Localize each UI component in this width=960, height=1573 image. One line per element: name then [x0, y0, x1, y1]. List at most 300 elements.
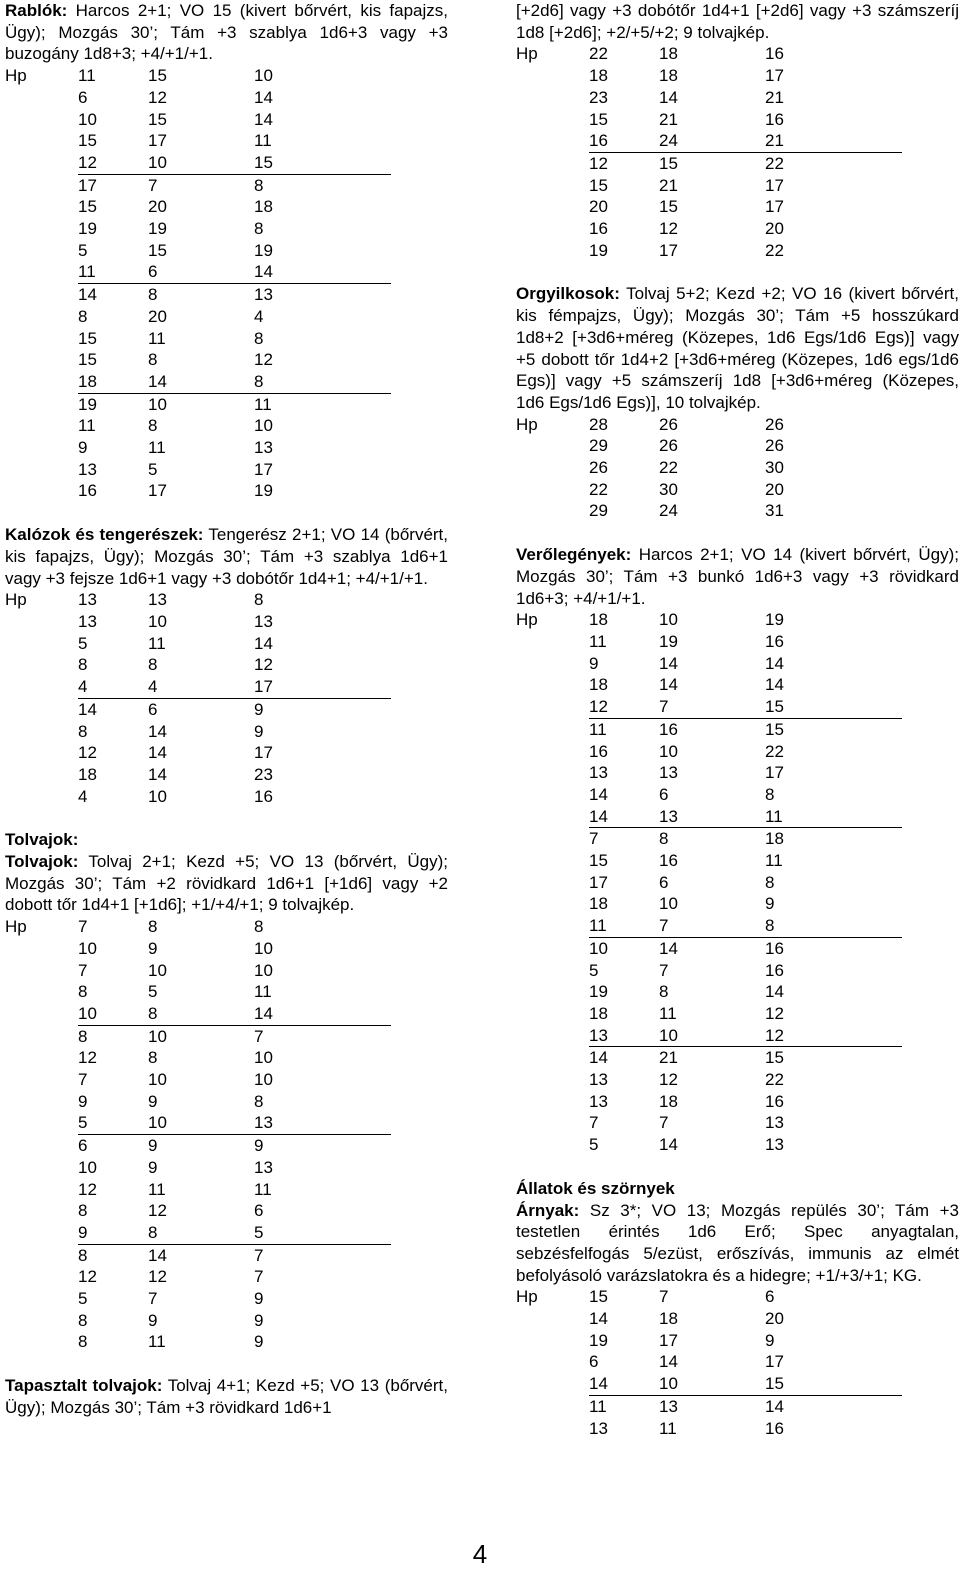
hp-value: 18 — [589, 1003, 608, 1023]
hp-value: 18 — [659, 1091, 678, 1111]
hp-value: 17 — [659, 240, 678, 260]
hp-label-empty — [516, 1025, 589, 1047]
hp-label-empty — [5, 1179, 78, 1201]
right-column — [516, 0, 959, 1439]
hp-label-empty — [516, 1330, 589, 1352]
hit-points-row — [516, 741, 902, 763]
hit-points-row — [516, 479, 902, 501]
hit-points-row — [5, 1331, 391, 1353]
hp-value: 9 — [78, 1091, 88, 1111]
hp-value: 9 — [254, 1332, 264, 1352]
hp-value: 11 — [78, 66, 96, 86]
hit-points-row — [5, 480, 391, 502]
hp-value: 15 — [589, 175, 608, 195]
hp-value: 13 — [589, 1025, 659, 1047]
spacer — [516, 1156, 959, 1178]
hp-value: 8 — [254, 1091, 264, 1111]
hp-value: 18 — [659, 66, 678, 86]
hp-label-empty — [5, 764, 78, 786]
hp-label-empty — [516, 741, 589, 763]
hp-label-empty — [516, 500, 589, 522]
hp-value: 14 — [254, 109, 273, 129]
hp-value: 19 — [254, 481, 273, 501]
hp-label-empty — [516, 872, 589, 894]
hit-points-row — [5, 349, 391, 371]
hp-value: 9 — [148, 938, 158, 958]
hp-value: 11 — [148, 438, 166, 458]
hp-value: 14 — [78, 699, 97, 719]
hp-value: 7 — [589, 829, 599, 849]
hp-label: Hp — [516, 44, 538, 64]
hit-points-row — [516, 937, 902, 959]
hp-value: 15 — [659, 153, 678, 173]
hp-value: 22 — [765, 1070, 784, 1090]
hit-points-row — [516, 500, 902, 522]
hp-value: 10 — [254, 416, 273, 436]
hp-value: 11 — [589, 631, 607, 651]
hit-points-row — [516, 893, 902, 915]
hp-value: 8 — [254, 219, 264, 239]
hp-value: 10 — [659, 741, 678, 761]
hp-label-empty — [5, 1025, 78, 1047]
hp-value: 17 — [254, 459, 273, 479]
hp-label-empty — [516, 1003, 589, 1025]
hp-label-empty — [5, 698, 78, 720]
hp-label-empty — [5, 328, 78, 350]
hp-label: Hp — [5, 66, 27, 86]
hp-value: 10 — [254, 1070, 273, 1090]
hp-value: 18 — [659, 44, 678, 64]
stat-block-body: Tengerész 2+1; VO 14 (bőrvért, kis fapajzs, Ügy); Mozgás 30’; Tám +3 szablya 1d6+1 vagy +3 fejsze 1d6+1 vagy +3 dobótőr 1d4+1; +4/+1/+1. — [5, 525, 449, 588]
hp-value: 17 — [765, 175, 784, 195]
hit-points-row — [516, 196, 902, 218]
stat-block-body: Harcos 2+1; VO 14 (kivert bőrvért, Ügy); Mozgás 30’; Tám +3 bunkó 1d6+3 vagy +3 rövidkard 1d6+3; +4/+1/+1. — [516, 545, 959, 608]
hp-value: 5 — [148, 459, 158, 479]
hit-points-row — [516, 1395, 902, 1417]
hp-label-empty — [5, 480, 78, 502]
hit-points-row — [5, 1091, 391, 1113]
hp-label-empty — [516, 893, 589, 915]
hit-points-row — [5, 938, 391, 960]
hp-value: 14 — [659, 87, 678, 107]
hp-value: 24 — [659, 130, 765, 152]
hp-value: 14 — [589, 1309, 608, 1329]
stat-block-body: Tolvaj 5+2; Kezd +2; VO 16 (kivert bőrvért, kis fémpajzs, Ügy); Mozgás 30’; Tám +5 hosszúkard 1d8+2 [+3d6+méreg (Közepes, 1d6 Egs/1d6 Egs)] vagy +5 dobott tőr 1d4+2 [+3d6+méreg (Közepes, 1d6 egs/1d6 Egs)] vagy +5 számszeríj 1d8 [+3d6+méreg (Közepes, 1d6 Egs/1d6 Egs)], 10 tolvajkép. — [516, 284, 959, 412]
hp-value: 20 — [148, 197, 167, 217]
hp-value: 15 — [148, 109, 167, 129]
hp-value: 4 — [78, 676, 148, 698]
hit-points-row — [5, 916, 391, 938]
hp-label-empty — [5, 306, 78, 328]
hp-value: 15 — [589, 1287, 608, 1307]
hp-label-empty — [5, 1069, 78, 1091]
hp-value: 8 — [254, 371, 391, 393]
hp-label: Hp — [516, 414, 538, 434]
hp-value: 9 — [148, 1310, 158, 1330]
hit-points-row — [5, 633, 391, 655]
hit-points-row — [516, 1418, 902, 1440]
hp-label-empty — [516, 65, 589, 87]
stat-block-text — [516, 0, 959, 43]
hp-value: 10 — [78, 109, 97, 129]
hp-value: 15 — [589, 109, 608, 129]
hp-value: 20 — [148, 306, 167, 326]
hp-label-empty — [5, 196, 78, 218]
hp-value: 5 — [589, 960, 599, 980]
hp-value: 13 — [589, 763, 608, 783]
hp-value: 8 — [78, 1245, 88, 1265]
hp-value: 15 — [78, 197, 97, 217]
hp-label-empty — [5, 459, 78, 481]
hp-value: 7 — [659, 1113, 669, 1133]
hp-label-empty — [516, 960, 589, 982]
hit-points-row — [5, 328, 391, 350]
hp-value: 16 — [659, 851, 678, 871]
hp-label-empty — [516, 1395, 589, 1417]
hp-value: 20 — [765, 479, 784, 499]
hp-value: 14 — [659, 938, 678, 958]
hit-points-row — [5, 654, 391, 676]
hit-points-row — [5, 65, 391, 87]
hit-points-row — [516, 1025, 902, 1047]
hp-value: 18 — [589, 894, 608, 914]
stat-block-name: Tapasztalt tolvajok: — [5, 1376, 163, 1396]
hp-value: 12 — [78, 743, 97, 763]
hit-points-row — [5, 676, 391, 698]
hit-points-row — [516, 828, 902, 850]
hp-value: 22 — [589, 44, 608, 64]
hp-value: 6 — [148, 699, 158, 719]
hp-value: 10 — [254, 938, 273, 958]
hp-label-empty — [516, 109, 589, 131]
hp-label-empty — [5, 786, 78, 808]
hp-value: 12 — [589, 153, 608, 173]
hp-value: 9 — [254, 1136, 264, 1156]
hit-points-row — [516, 87, 902, 109]
hp-value: 12 — [148, 87, 167, 107]
hp-value: 23 — [589, 87, 608, 107]
hp-value: 11 — [589, 1396, 607, 1416]
hp-value: 26 — [659, 436, 678, 456]
hp-value: 8 — [765, 872, 775, 892]
hp-value: 8 — [148, 416, 158, 436]
hit-points-row — [516, 43, 902, 65]
hp-value: 8 — [78, 655, 88, 675]
hp-label-empty — [516, 218, 589, 240]
left-column — [5, 0, 448, 1419]
hp-value: 9 — [148, 1136, 158, 1156]
hp-value: 7 — [659, 696, 765, 718]
hp-value: 7 — [148, 1289, 158, 1309]
hp-value: 16 — [78, 481, 97, 501]
hp-value: 16 — [765, 1091, 784, 1111]
hp-value: 13 — [78, 459, 97, 479]
hp-value: 22 — [589, 479, 608, 499]
hp-value: 24 — [659, 501, 678, 521]
hp-value: 18 — [765, 829, 784, 849]
hp-value: 8 — [254, 328, 264, 348]
hit-points-row — [5, 306, 391, 328]
hp-value: 26 — [589, 458, 608, 478]
hit-points-row — [516, 718, 902, 740]
hp-value: 29 — [589, 436, 608, 456]
hp-label-empty — [516, 1091, 589, 1113]
hp-value: 21 — [659, 109, 678, 129]
hp-label-empty — [516, 1112, 589, 1134]
hit-points-row — [5, 371, 391, 393]
hp-value: 10 — [659, 894, 678, 914]
hp-value: 14 — [659, 675, 678, 695]
hp-label-empty — [5, 1200, 78, 1222]
hp-value: 11 — [254, 131, 272, 151]
hp-value: 12 — [254, 655, 273, 675]
hit-points-row — [516, 218, 902, 240]
hit-points-row — [5, 1025, 391, 1047]
hp-value: 7 — [659, 960, 669, 980]
hp-value: 14 — [765, 653, 784, 673]
hp-value: 12 — [148, 1267, 167, 1287]
hp-value: 10 — [254, 1048, 273, 1068]
hp-value: 18 — [659, 1309, 678, 1329]
hit-points-row — [5, 611, 391, 633]
hp-value: 16 — [589, 130, 659, 152]
hp-label-empty — [5, 393, 78, 415]
hp-value: 5 — [78, 633, 88, 653]
hp-value: 14 — [254, 87, 273, 107]
hp-value: 7 — [78, 917, 88, 937]
hp-value: 15 — [148, 66, 167, 86]
stat-block-body: Sz 3*; VO 13; Mozgás repülés 30’; Tám +3 testetlen érintés 1d6 Erő; Spec anyagtalan, sebzésfelfogás 5/ezüst, erőszívás, immunis az elmét befolyásoló varázslatokra és a hidegre; +1/+3/+1; KG. — [516, 1200, 959, 1285]
hp-value: 17 — [78, 175, 97, 195]
hp-label-empty — [5, 130, 78, 152]
hp-value: 10 — [589, 938, 608, 958]
hit-points-table — [5, 589, 391, 807]
hit-points-row — [516, 109, 902, 131]
hp-label-empty — [516, 1373, 589, 1395]
hp-value: 8 — [148, 1048, 158, 1068]
hit-points-row — [5, 1222, 391, 1244]
hp-value: 8 — [78, 306, 88, 326]
hp-label-empty — [5, 218, 78, 240]
hit-points-table — [516, 414, 902, 523]
hp-value: 11 — [589, 915, 659, 937]
hp-value: 16 — [589, 219, 608, 239]
hp-value: 19 — [659, 631, 678, 651]
hp-label-empty — [5, 371, 78, 393]
hp-value: 15 — [78, 131, 97, 151]
hit-points-row — [5, 764, 391, 786]
hp-value: 10 — [148, 1070, 167, 1090]
hp-value: 16 — [589, 741, 608, 761]
hp-label-empty — [516, 152, 589, 174]
hp-value: 12 — [765, 1025, 902, 1047]
hp-value: 15 — [78, 350, 97, 370]
hit-points-row — [516, 65, 902, 87]
hp-value: 17 — [659, 1330, 678, 1350]
hit-points-row — [5, 109, 391, 131]
hp-label-empty — [516, 1134, 589, 1156]
hp-value: 11 — [589, 719, 607, 739]
hp-value: 16 — [765, 44, 784, 64]
hp-value: 19 — [589, 982, 608, 1002]
hp-value: 6 — [659, 872, 669, 892]
hp-value: 28 — [589, 414, 608, 434]
hit-points-row — [5, 393, 391, 415]
hit-points-row — [5, 1200, 391, 1222]
hit-points-row — [5, 1244, 391, 1266]
hp-value: 21 — [765, 87, 784, 107]
hp-value: 13 — [254, 1112, 391, 1134]
stat-block-body: [+2d6] vagy +3 dobótőr 1d4+1 [+2d6] vagy +3 számszeríj 1d8 [+2d6]; +2/+5/+2; 9 tolvajkép. — [516, 1, 959, 42]
hp-value: 18 — [254, 197, 273, 217]
hp-value: 15 — [589, 851, 608, 871]
hp-label-empty — [516, 479, 589, 501]
hp-label-empty — [516, 762, 589, 784]
hit-points-row — [5, 981, 391, 1003]
hp-value: 10 — [254, 960, 273, 980]
hp-value: 18 — [589, 610, 608, 630]
stat-block-text — [516, 544, 959, 609]
hp-label-empty — [516, 784, 589, 806]
stat-block-text — [516, 1200, 959, 1287]
hp-label-empty — [5, 240, 78, 262]
hp-value: 11 — [254, 394, 272, 414]
hp-value: 8 — [78, 1201, 88, 1221]
hp-label-empty — [5, 938, 78, 960]
hp-value: 18 — [589, 66, 608, 86]
hp-value: 10 — [148, 786, 167, 806]
hp-value: 8 — [254, 175, 264, 195]
hp-value: 13 — [148, 590, 167, 610]
spacer — [5, 502, 448, 524]
hp-value: 21 — [659, 1048, 678, 1068]
hp-value: 14 — [589, 1048, 608, 1068]
stat-block-text — [5, 0, 448, 65]
hp-label-empty — [516, 1351, 589, 1373]
hp-value: 10 — [659, 610, 678, 630]
hp-value: 8 — [148, 285, 158, 305]
hp-value: 19 — [148, 219, 167, 239]
hp-value: 8 — [765, 784, 775, 804]
section-heading: Tolvajok: — [5, 830, 79, 850]
spacer — [5, 1353, 448, 1375]
stat-block-text — [5, 524, 448, 589]
hp-label-empty — [5, 1003, 78, 1025]
spacer — [516, 261, 959, 283]
hp-value: 31 — [765, 501, 784, 521]
hp-label-empty — [5, 174, 78, 196]
hit-points-row — [5, 284, 391, 306]
hp-value: 11 — [78, 416, 96, 436]
hp-label-empty — [5, 1288, 78, 1310]
hp-value: 7 — [78, 960, 88, 980]
hit-points-row — [5, 437, 391, 459]
hp-value: 9 — [765, 894, 775, 914]
hp-value: 11 — [765, 806, 902, 828]
hp-value: 12 — [78, 1179, 97, 1199]
hit-points-row — [516, 130, 902, 152]
hp-value: 13 — [589, 1418, 608, 1438]
hp-value: 11 — [659, 1418, 677, 1438]
hit-points-row — [516, 1286, 902, 1308]
stat-block-text — [5, 1375, 448, 1418]
hp-value: 6 — [148, 261, 254, 283]
hit-points-row — [5, 1135, 391, 1157]
hp-value: 11 — [148, 1179, 166, 1199]
hp-value: 10 — [148, 1112, 254, 1134]
hit-points-row — [5, 152, 391, 174]
hp-label-empty — [516, 937, 589, 959]
hp-value: 8 — [148, 350, 158, 370]
hp-value: 8 — [659, 982, 669, 1002]
hp-value: 10 — [78, 938, 97, 958]
hit-points-row — [5, 698, 391, 720]
hp-value: 19 — [78, 394, 97, 414]
hit-points-row — [5, 240, 391, 262]
hit-points-row — [5, 1288, 391, 1310]
hp-value: 13 — [254, 438, 273, 458]
hit-points-row — [516, 1134, 902, 1156]
hp-label-empty — [516, 674, 589, 696]
hit-points-row — [516, 806, 902, 828]
stat-block-name: Verőlegények: — [516, 545, 632, 565]
hp-value: 8 — [148, 917, 158, 937]
hp-value: 7 — [659, 1287, 669, 1307]
hp-value: 12 — [78, 1048, 97, 1068]
hp-value: 11 — [148, 328, 166, 348]
hp-value: 14 — [589, 784, 608, 804]
hp-label-empty — [516, 631, 589, 653]
hp-label-empty — [5, 109, 78, 131]
hp-label-empty — [516, 240, 589, 262]
hp-value: 14 — [765, 675, 784, 695]
hit-points-row — [516, 1351, 902, 1373]
hp-value: 9 — [78, 1222, 148, 1244]
hp-label: Hp — [516, 1287, 538, 1307]
hp-label-empty — [516, 130, 589, 152]
hp-value: 19 — [765, 610, 784, 630]
hp-value: 29 — [589, 501, 608, 521]
hp-value: 17 — [254, 743, 273, 763]
hp-label-empty — [5, 721, 78, 743]
hit-points-row — [516, 414, 902, 436]
hit-points-row — [516, 872, 902, 894]
hp-label-empty — [5, 960, 78, 982]
hp-label-empty — [516, 1047, 589, 1069]
hp-label-empty — [5, 87, 78, 109]
hit-points-row — [5, 1266, 391, 1288]
hp-value: 13 — [765, 1135, 784, 1155]
hit-points-row — [516, 240, 902, 262]
hp-label-empty — [516, 806, 589, 828]
hp-label-empty — [5, 654, 78, 676]
hp-value: 14 — [765, 1396, 784, 1416]
hp-value: 9 — [765, 1330, 775, 1350]
hp-value: 8 — [78, 721, 88, 741]
hp-value: 10 — [148, 611, 167, 631]
hp-label: Hp — [516, 610, 538, 630]
hp-value: 13 — [254, 611, 273, 631]
hit-points-row — [5, 1157, 391, 1179]
hp-value: 14 — [254, 1003, 391, 1025]
hit-points-row — [516, 1003, 902, 1025]
hit-points-table — [5, 916, 391, 1353]
hp-value: 18 — [589, 675, 608, 695]
hp-label-empty — [516, 718, 589, 740]
hp-value: 13 — [589, 1091, 608, 1111]
hp-value: 4 — [148, 676, 254, 698]
hp-label-empty — [5, 1135, 78, 1157]
